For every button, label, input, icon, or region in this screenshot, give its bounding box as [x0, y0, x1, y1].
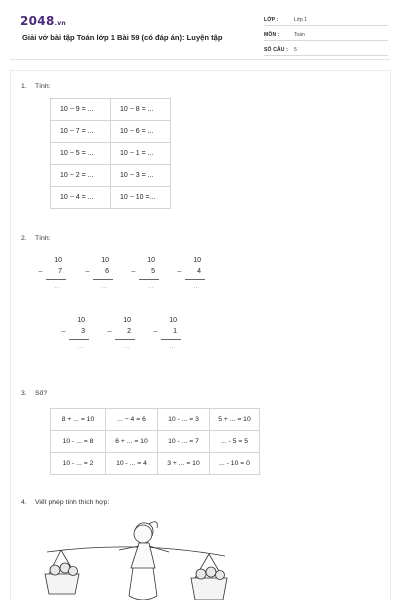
question-1-heading: [21, 83, 51, 90]
question-3-heading: [21, 390, 47, 397]
answer-blank: ...: [77, 344, 84, 350]
minuend: 10: [54, 257, 62, 264]
table-row: [51, 121, 171, 143]
subtrahend: 7: [58, 268, 62, 275]
table-row: [51, 99, 171, 121]
table-cell: 10 − 8 = ...: [111, 99, 171, 121]
subtrahend: 5: [151, 268, 155, 275]
answer-blank: ...: [101, 284, 108, 290]
meta-question-count-value: 5: [294, 47, 297, 53]
table-cell: 10 - ... = 8: [51, 431, 106, 453]
question-1-number: 1.: [21, 83, 27, 90]
logo-domain: .vn: [54, 20, 66, 27]
minus-sign: −: [107, 327, 112, 336]
minus-sign: −: [131, 267, 136, 276]
question-3-table: [50, 408, 260, 475]
question-1-label: Tính:: [35, 83, 51, 90]
table-cell: 3 + ... = 10: [158, 453, 210, 475]
minus-sign: −: [153, 327, 158, 336]
minuend: 10: [169, 317, 177, 324]
result-line: [139, 279, 159, 280]
result-line: [46, 279, 66, 280]
answer-blank: ...: [193, 284, 200, 290]
vertical-subtraction: [38, 257, 68, 303]
table-cell: ... - 5 = 5: [210, 431, 260, 453]
result-line: [161, 339, 181, 340]
girl-head: [134, 525, 152, 543]
meta-question-count: [264, 46, 388, 56]
left-basket: [45, 574, 79, 594]
vertical-subtraction: [107, 317, 137, 363]
table-row: [51, 187, 171, 209]
minus-sign: −: [61, 327, 66, 336]
table-row: [51, 431, 260, 453]
meta-grade: [264, 16, 388, 26]
logo-text: 2048: [20, 14, 55, 28]
table-cell: 10 − 9 = ...: [51, 99, 111, 121]
worksheet-content: [10, 70, 391, 600]
meta-grade-value: Lớp 1: [294, 17, 308, 23]
question-4-heading: [21, 499, 109, 506]
table-row: [51, 165, 171, 187]
result-line: [185, 279, 205, 280]
answer-blank: ...: [54, 284, 61, 290]
page-title: Giải vở bài tập Toán lớp 1 Bài 59 (có đáp án): Luyện tập: [22, 33, 223, 42]
table-cell: 10 − 5 = ...: [51, 143, 111, 165]
result-line: [69, 339, 89, 340]
question-4-number: 4.: [21, 499, 27, 506]
meta-subject-value: Toán: [294, 32, 305, 38]
subtrahend: 6: [105, 268, 109, 275]
vertical-subtraction: [177, 257, 207, 303]
table-cell: ... − 4 = 6: [106, 409, 158, 431]
minus-sign: −: [177, 267, 182, 276]
table-cell: 10 − 3 = ...: [111, 165, 171, 187]
question-4-label: Viết phép tính thích hợp:: [35, 499, 110, 506]
answer-blank: ...: [169, 344, 176, 350]
minuend: 10: [123, 317, 131, 324]
minuend: 10: [101, 257, 109, 264]
answer-blank: ...: [147, 284, 154, 290]
question-2-number: 2.: [21, 235, 27, 242]
table-cell: 10 - ... = 7: [158, 431, 210, 453]
subtrahend: 3: [81, 328, 85, 335]
right-basket: [191, 578, 227, 600]
table-cell: 10 - ... = 2: [51, 453, 106, 475]
table-cell: 6 + ... = 10: [106, 431, 158, 453]
table-cell: 10 - ... = 3: [158, 409, 210, 431]
minuend: 10: [77, 317, 85, 324]
subtrahend: 2: [127, 328, 131, 335]
table-cell: 10 − 6 = ...: [111, 121, 171, 143]
meta-subject-key: MÔN :: [264, 32, 280, 38]
vertical-subtraction: [85, 257, 115, 303]
table-cell: 10 − 4 = ...: [51, 187, 111, 209]
site-logo[interactable]: [20, 14, 66, 28]
table-cell: 10 − 2 = ...: [51, 165, 111, 187]
table-cell: 10 − 10 =...: [111, 187, 171, 209]
table-cell: ... - 10 = 0: [210, 453, 260, 475]
result-line: [93, 279, 113, 280]
page-header: [10, 8, 390, 60]
table-cell: 10 - ... = 4: [106, 453, 158, 475]
result-line: [115, 339, 135, 340]
meta-question-count-key: SỐ CÂU :: [264, 47, 289, 53]
subtrahend: 1: [173, 328, 177, 335]
meta-grade-key: LỚP :: [264, 17, 279, 23]
vertical-subtraction: [131, 257, 161, 303]
table-row: [51, 409, 260, 431]
minus-sign: −: [85, 267, 90, 276]
table-row: [51, 453, 260, 475]
table-cell: 10 − 7 = ...: [51, 121, 111, 143]
minuend: 10: [147, 257, 155, 264]
meta-subject: [264, 31, 388, 41]
table-cell: 8 + ... = 10: [51, 409, 106, 431]
girl-carrying-baskets-illustration: [43, 516, 229, 600]
question-3-label: Số?: [35, 390, 48, 397]
table-row: [51, 143, 171, 165]
question-3-number: 3.: [21, 390, 27, 397]
question-2-label: Tính:: [35, 235, 51, 242]
question-2-heading: [21, 235, 51, 242]
vertical-subtraction: [153, 317, 183, 363]
subtrahend: 4: [197, 268, 201, 275]
minus-sign: −: [38, 267, 43, 276]
question-1-table: [50, 98, 171, 209]
answer-blank: ...: [123, 344, 130, 350]
table-cell: 5 + ... = 10: [210, 409, 260, 431]
vertical-subtraction: [61, 317, 91, 363]
minuend: 10: [193, 257, 201, 264]
table-cell: 10 − 1 = ...: [111, 143, 171, 165]
